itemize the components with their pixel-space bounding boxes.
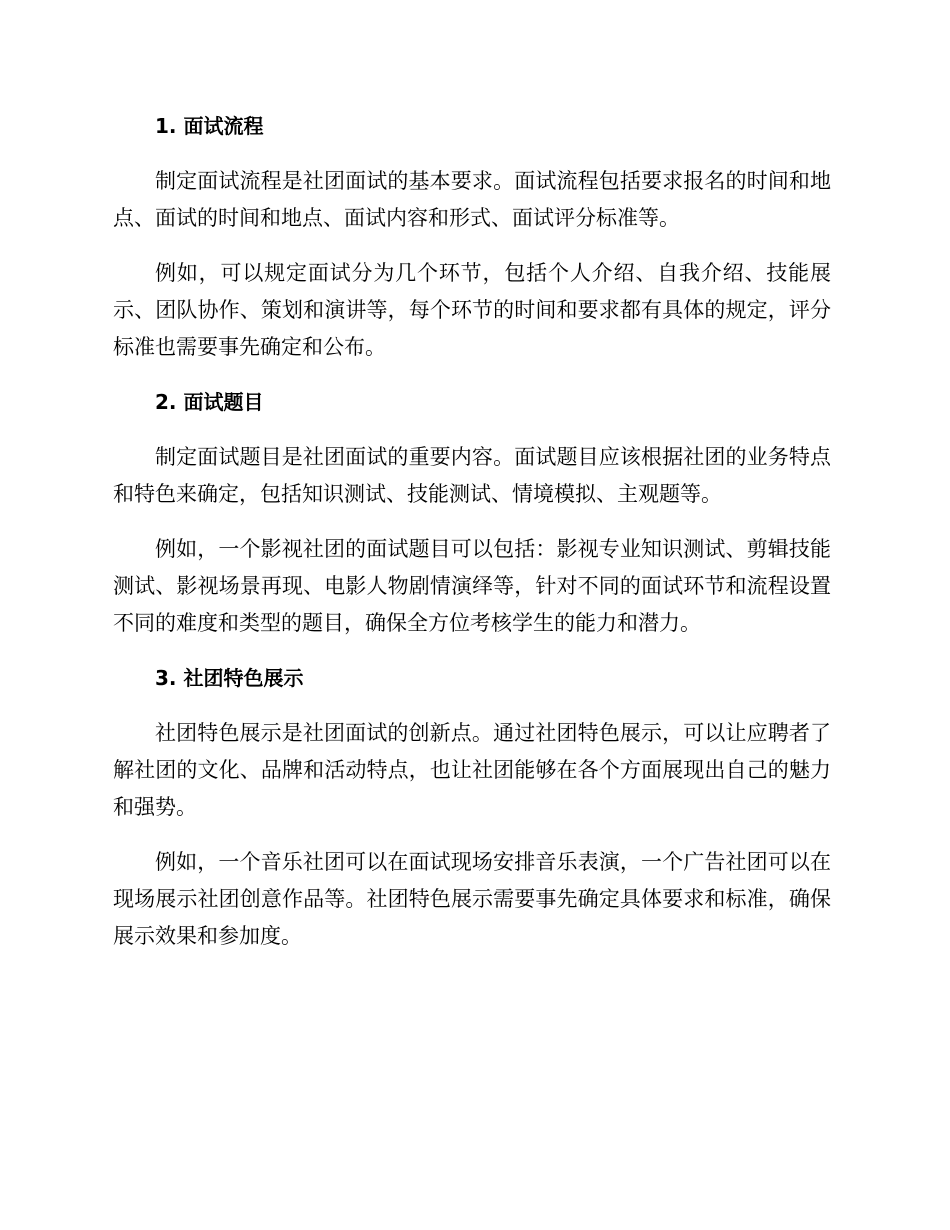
paragraph: 例如，一个音乐社团可以在面试现场安排音乐表演，一个广告社团可以在现场展示社团创意作品等。社团特色展示需要事先确定具体要求和标准，确保展示效果和参加度。 (113, 850, 831, 948)
paragraph: 制定面试题目是社团面试的重要内容。面试题目应该根据社团的业务特点和特色来确定，包括知识测试、技能测试、情境模拟、主观题等。 (113, 445, 831, 506)
section-interview-process (113, 108, 831, 366)
section-club-showcase (113, 660, 831, 955)
section-heading: 1. 面试流程 (155, 114, 264, 138)
section-heading: 2. 面试题目 (155, 390, 264, 414)
paragraph: 社团特色展示是社团面试的创新点。通过社团特色展示，可以让应聘者了解社团的文化、品牌和活动特点，也让社团能够在各个方面展现出自己的魅力和强势。 (113, 721, 831, 819)
section-heading: 3. 社团特色展示 (155, 666, 304, 690)
document-body (113, 108, 831, 973)
section-interview-questions (113, 384, 831, 642)
paragraph: 例如，一个影视社团的面试题目可以包括：影视专业知识测试、剪辑技能测试、影视场景再现、电影人物剧情演绎等，针对不同的面试环节和流程设置不同的难度和类型的题目，确保全方位考核学生的能力和潜力。 (113, 537, 831, 635)
paragraph: 例如，可以规定面试分为几个环节，包括个人介绍、自我介绍、技能展示、团队协作、策划和演讲等，每个环节的时间和要求都有具体的规定，评分标准也需要事先确定和公布。 (113, 261, 831, 359)
paragraph: 制定面试流程是社团面试的基本要求。面试流程包括要求报名的时间和地点、面试的时间和地点、面试内容和形式、面试评分标准等。 (113, 169, 831, 230)
